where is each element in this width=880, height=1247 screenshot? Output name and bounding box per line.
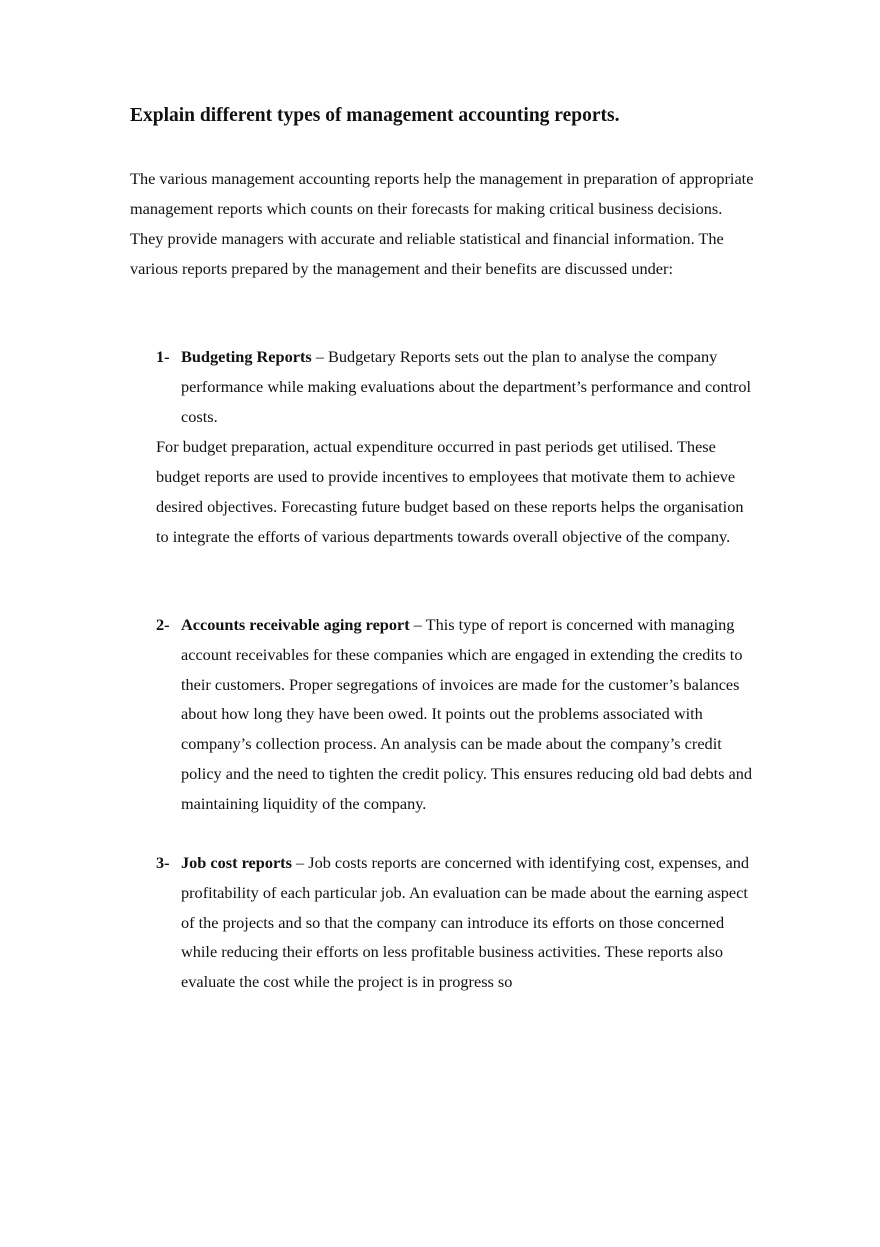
list-item-body bbox=[181, 610, 756, 819]
list-item-number: 1- bbox=[156, 347, 170, 366]
list-item-text: – Budgetary Reports sets out the plan to analyse the company performance while making evaluations about the department’s performance and control costs. bbox=[181, 347, 752, 426]
list-item-heading: Budgeting Reports bbox=[181, 347, 312, 366]
list-item-body bbox=[181, 848, 756, 997]
list-item-body bbox=[181, 342, 756, 431]
page-title: Explain different types of management accounting reports. bbox=[130, 105, 620, 126]
list-item-heading: Accounts receivable aging report bbox=[181, 615, 410, 634]
list-item-accounts-receivable-aging-report bbox=[156, 610, 756, 819]
list-item-text: – Job costs reports are concerned with identifying cost, expenses, and profitability of each particular job. An evaluation can be made about the earning aspect of the projects and so that the company can introduce its efforts on those concerned while reducing their efforts on less profitable business activities. These reports also evaluate the cost while the project is in progress so bbox=[181, 853, 750, 992]
list-item-text: – This type of report is concerned with managing account receivables for these companies which are engaged in extending the credits to their customers. Proper segregations of invoices are made for the customer’s balances about how long they have been owed. It points out the problems associated with company’s collection process. An analysis can be made about the company’s credit policy and the need to tighten the credit policy. This ensures reducing old bad debts and maintaining liquidity of the company. bbox=[181, 615, 753, 813]
intro-paragraph: The various management accounting reports help the management in preparation of appropriate management reports which counts on their forecasts for making critical business decisions. They provide managers with accurate and reliable statistical and financial information. The various reports prepared by the management and their benefits are discussed under: bbox=[130, 169, 754, 278]
budgeting-followup-paragraph: For budget preparation, actual expenditure occurred in past periods get utilised. These budget reports are used to provide incentives to employees that motivate them to achieve desired objectives. Forecasting future budget based on these reports helps the organisation to integrate the efforts of various departments towards overall objective of the company. bbox=[156, 437, 744, 546]
list-item-heading: Job cost reports bbox=[181, 853, 292, 872]
list-item-budgeting-reports bbox=[156, 342, 756, 431]
list-item-job-cost-reports bbox=[156, 848, 756, 997]
list-item-number: 3- bbox=[156, 853, 170, 872]
list-item-number: 2- bbox=[156, 615, 170, 634]
